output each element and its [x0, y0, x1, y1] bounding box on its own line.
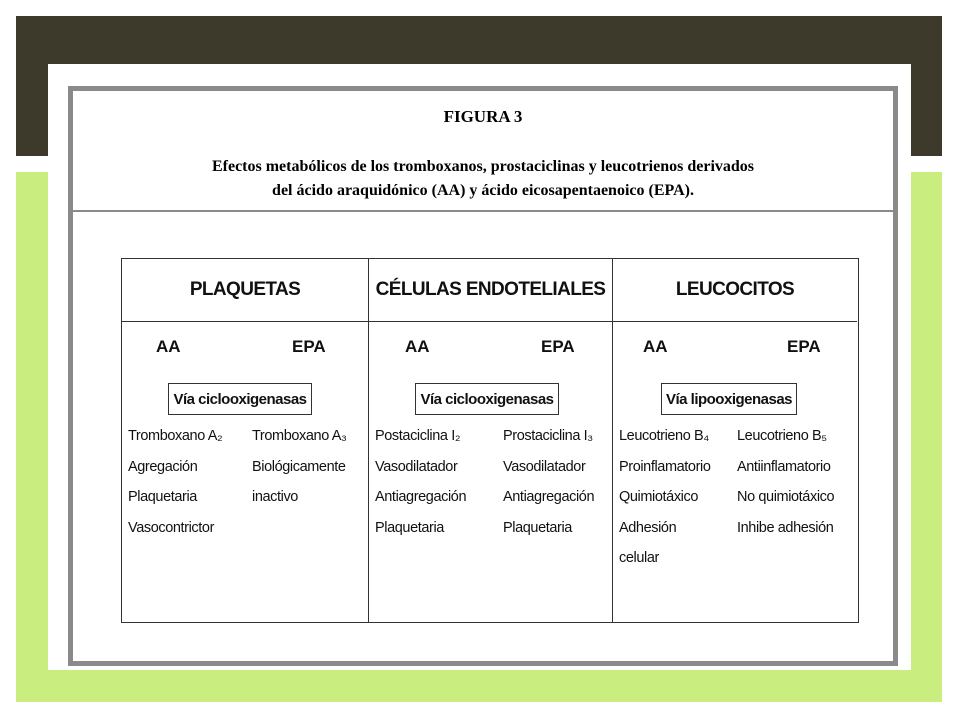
effect-line: Inhibe adhesión	[737, 519, 834, 536]
epa-label: EPA	[787, 337, 821, 356]
figure-subtitle	[73, 155, 893, 203]
effect-line: Quimiotáxico	[619, 489, 699, 505]
effect-line: Plaquetaria	[128, 489, 197, 505]
effect-line: Postaciclina I₂	[375, 428, 461, 444]
aa-label: AA	[405, 337, 430, 356]
effect-line: Agregación	[128, 458, 198, 475]
figure-header	[73, 91, 893, 212]
effect-line: Vasocontrictor	[128, 519, 215, 536]
column-leucocitos	[612, 259, 857, 622]
epa-effects-list	[503, 421, 594, 543]
aa-effects-list	[619, 421, 711, 574]
column-celulas-endoteliales	[368, 259, 612, 622]
effect-line: celular	[619, 550, 659, 566]
effect-line: Tromboxano A₂	[128, 428, 223, 444]
column-header: CÉLULAS ENDOTELIALES	[369, 259, 612, 322]
figure-subtitle-line-2: del ácido araquidónico (AA) y ácido eicosapentaenoico (EPA).	[272, 182, 694, 199]
effect-line: Plaquetaria	[503, 519, 572, 536]
epa-effects-list	[737, 421, 834, 543]
figure-title: FIGURA 3	[443, 107, 523, 126]
effect-line: inactivo	[252, 489, 298, 505]
effect-line: Leucotrieno B₄	[619, 428, 709, 444]
epa-effects-list	[252, 421, 346, 513]
effects-table	[121, 258, 859, 623]
epa-label: EPA	[292, 337, 326, 356]
pathway-box: Vía ciclooxigenasas	[168, 383, 312, 415]
aa-label: AA	[643, 337, 668, 356]
effect-line: Antiinflamatorio	[737, 458, 831, 475]
effect-line: Plaquetaria	[375, 519, 444, 536]
effect-line: Leucotrieno B₅	[737, 428, 827, 444]
effect-line: Tromboxano A₃	[252, 428, 347, 444]
effect-line: Biológicamente	[252, 458, 346, 475]
figure-frame	[68, 86, 898, 666]
aa-effects-list	[128, 421, 222, 543]
effect-line: Antiagregación	[375, 489, 467, 505]
effect-line: Antiagregación	[503, 489, 595, 505]
column-header: PLAQUETAS	[122, 259, 368, 322]
aa-label: AA	[156, 337, 181, 356]
column-header: LEUCOCITOS	[613, 259, 857, 322]
figure-subtitle-line-1: Efectos metabólicos de los tromboxanos, prostaciclinas y leucotrienos derivados	[211, 158, 755, 175]
effect-line: Vasodilatador	[503, 458, 586, 475]
aa-effects-list	[375, 421, 466, 543]
column-plaquetas	[122, 259, 368, 622]
pathway-box: Vía lipooxigenasas	[661, 383, 797, 415]
epa-label: EPA	[541, 337, 575, 356]
effect-line: Prostaciclina I₃	[503, 428, 593, 444]
effect-line: Vasodilatador	[375, 458, 458, 475]
pathway-box: Vía ciclooxigenasas	[415, 383, 559, 415]
effect-line: No quimiotáxico	[737, 489, 835, 505]
effect-line: Adhesión	[619, 519, 677, 536]
effect-line: Proinflamatorio	[619, 458, 711, 475]
